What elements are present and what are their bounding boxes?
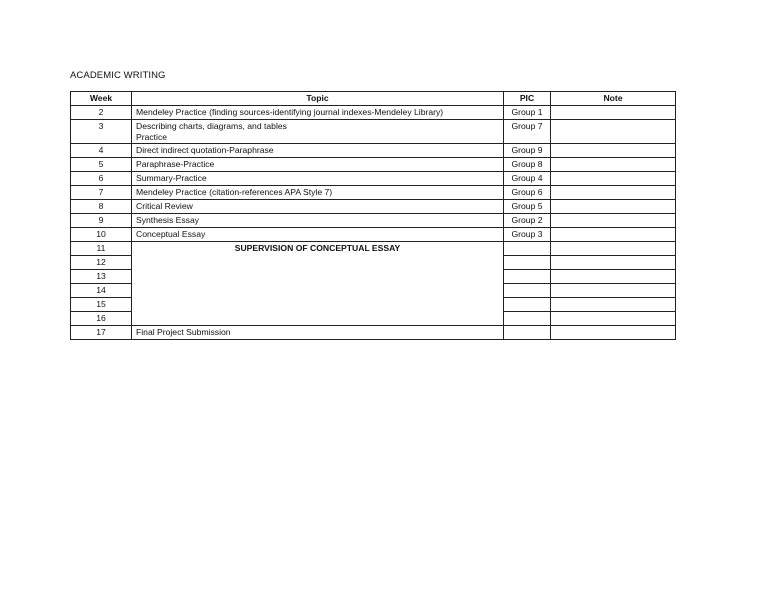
table-row [71,172,676,186]
week-cell: 2 [71,106,132,120]
pic-cell: Group 4 [504,172,551,186]
pic-cell: Group 7 [504,120,551,144]
note-column-header: Note [551,92,676,106]
note-cell [551,158,676,172]
week-cell: 7 [71,186,132,200]
table-row [71,326,676,340]
note-cell [551,242,676,256]
schedule-table [70,91,676,340]
supervision-merged-cell: SUPERVISION OF CONCEPTUAL ESSAY [132,242,504,326]
pic-cell: Group 2 [504,214,551,228]
note-cell [551,284,676,298]
pic-cell [504,312,551,326]
pic-cell: Group 9 [504,144,551,158]
pic-cell: Group 6 [504,186,551,200]
topic-cell: Final Project Submission [132,326,504,340]
pic-cell [504,270,551,284]
topic-cell: Direct indirect quotation-Paraphrase [132,144,504,158]
table-row [71,200,676,214]
topic-cell: Describing charts, diagrams, and tables Practice [132,120,504,144]
topic-cell: Summary-Practice [132,172,504,186]
pic-cell [504,298,551,312]
note-cell [551,144,676,158]
table-row [71,106,676,120]
pic-cell [504,256,551,270]
pic-cell: Group 1 [504,106,551,120]
note-cell [551,106,676,120]
note-cell [551,312,676,326]
week-cell: 9 [71,214,132,228]
topic-column-header: Topic [132,92,504,106]
table-row [71,120,676,144]
note-cell [551,172,676,186]
week-cell: 10 [71,228,132,242]
table-row [71,228,676,242]
week-cell: 4 [71,144,132,158]
week-cell: 14 [71,284,132,298]
document-title: ACADEMIC WRITING [70,70,166,81]
pic-cell: Group 3 [504,228,551,242]
pic-cell: Group 8 [504,158,551,172]
note-cell [551,228,676,242]
week-cell: 11 [71,242,132,256]
note-cell [551,186,676,200]
week-cell: 8 [71,200,132,214]
topic-cell: Mendeley Practice (citation-references APA Style 7) [132,186,504,200]
week-cell: 13 [71,270,132,284]
week-cell: 12 [71,256,132,270]
table-row [71,144,676,158]
note-cell [551,326,676,340]
table-row [71,158,676,172]
week-cell: 16 [71,312,132,326]
week-cell: 17 [71,326,132,340]
note-cell [551,298,676,312]
note-cell [551,270,676,284]
pic-cell [504,242,551,256]
topic-cell: Conceptual Essay [132,228,504,242]
topic-cell: Synthesis Essay [132,214,504,228]
week-cell: 6 [71,172,132,186]
pic-cell: Group 5 [504,200,551,214]
table-header-row [71,92,676,106]
note-cell [551,200,676,214]
table-row [71,186,676,200]
week-cell: 5 [71,158,132,172]
note-cell [551,214,676,228]
pic-cell [504,284,551,298]
week-cell: 15 [71,298,132,312]
week-column-header: Week [71,92,132,106]
pic-cell [504,326,551,340]
topic-cell: Critical Review [132,200,504,214]
pic-column-header: PIC [504,92,551,106]
table-row [71,214,676,228]
note-cell [551,256,676,270]
week-cell: 3 [71,120,132,144]
topic-cell: Paraphrase-Practice [132,158,504,172]
table-row [71,242,676,256]
note-cell [551,120,676,144]
topic-cell: Mendeley Practice (finding sources-identifying journal indexes-Mendeley Library) [132,106,504,120]
